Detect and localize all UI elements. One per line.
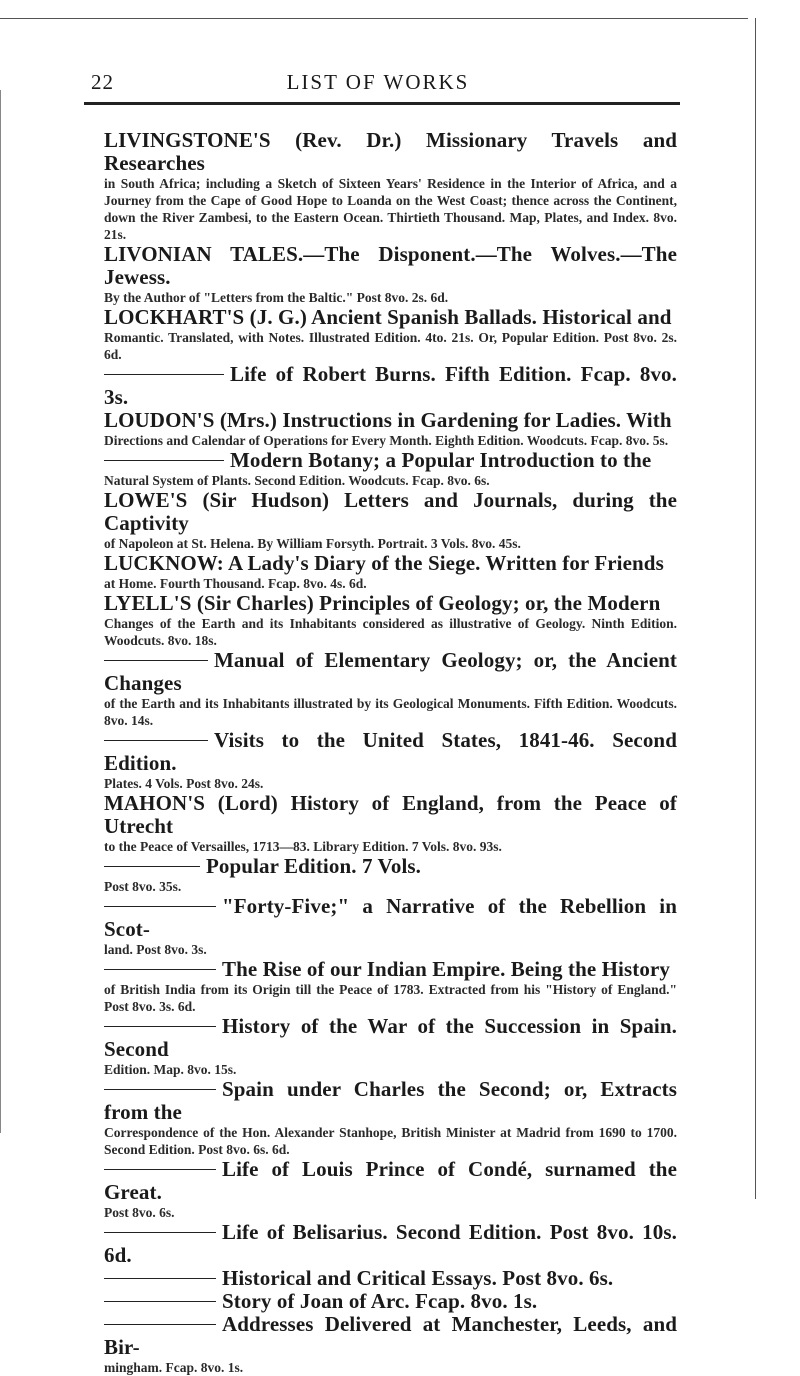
entry-details: Directions and Calendar of Operations for Every Month. Eighth Edition. Woodcuts. Fcap. 8vo. 5s. xyxy=(104,433,669,448)
entry-mahon-popular xyxy=(104,855,677,895)
entry-title: LOWE'S (Sir Hudson) Letters and Journals, during the Captivity xyxy=(104,488,677,535)
entry-title: Life of Robert Burns. Fifth Edition. Fcap. 8vo. 3s. xyxy=(104,362,677,409)
entry-mahon-addresses xyxy=(104,1313,677,1376)
entry-title: History of the War of the Succession in Spain. Second xyxy=(104,1014,677,1061)
ditto-dash xyxy=(104,1324,216,1325)
entry-livingstone xyxy=(104,129,677,243)
entry-lockhart xyxy=(104,306,677,363)
entry-details: mingham. Fcap. 8vo. 1s. xyxy=(104,1360,244,1375)
entry-details: Post 8vo. 6s. xyxy=(104,1205,175,1220)
entry-details: Post 8vo. 35s. xyxy=(104,879,182,894)
ditto-dash xyxy=(104,1089,216,1090)
entry-details: Natural System of Plants. Second Edition. Woodcuts. Fcap. 8vo. 6s. xyxy=(104,473,490,488)
entry-details: Changes of the Earth and its Inhabitants considered as illustrative of Geology. Ninth Edition. Woodcuts. 8vo. 18s. xyxy=(104,616,677,648)
ditto-dash xyxy=(104,1026,216,1027)
entry-details: By the Author of "Letters from the Baltic." Post 8vo. 2s. 6d. xyxy=(104,290,449,305)
entry-loudon xyxy=(104,409,677,449)
page-number: 22 xyxy=(91,70,114,94)
entry-details: at Home. Fourth Thousand. Fcap. 8vo. 4s. 6d. xyxy=(104,576,367,591)
ditto-dash xyxy=(104,460,224,461)
header-rule xyxy=(84,102,680,105)
page-edge-top xyxy=(0,18,748,19)
ditto-dash xyxy=(104,740,208,741)
page-edge-left xyxy=(0,90,1,1133)
entry-title: Manual of Elementary Geology; or, the Ancient Changes xyxy=(104,648,677,695)
entry-mahon-spain xyxy=(104,1078,677,1158)
entry-title: Spain under Charles the Second; or, Extracts from the xyxy=(104,1077,677,1124)
entry-mahon xyxy=(104,792,677,855)
entry-title: Modern Botany; a Popular Introduction to the xyxy=(230,448,652,472)
entry-mahon-succession xyxy=(104,1015,677,1078)
entry-details: Correspondence of the Hon. Alexander Stanhope, British Minister at Madrid from 1690 to 1700. Second Edition. Post 8vo. 6s. 6d. xyxy=(104,1125,677,1157)
entry-mahon-essays xyxy=(104,1267,677,1290)
ditto-dash xyxy=(104,1301,216,1302)
entry-title: "Forty-Five;" a Narrative of the Rebellion in Scot- xyxy=(104,894,677,941)
ditto-dash xyxy=(104,1232,216,1233)
entry-details: in South Africa; including a Sketch of Sixteen Years' Residence in the Interior of Africa, and a Journey from the Cape of Good Hope to Loanda on the West Coast; thence across the Continent, down the River Zambesi, to the Eastern Ocean. Thirtieth Thousand. Map, Plates, and Index. 8vo. 21s. xyxy=(104,176,677,242)
entry-mahon-conde xyxy=(104,1158,677,1221)
ditto-dash xyxy=(104,660,208,661)
entry-details: Plates. 4 Vols. Post 8vo. 24s. xyxy=(104,776,264,791)
entry-title: Visits to the United States, 1841-46. Second Edition. xyxy=(104,728,677,775)
ditto-dash xyxy=(104,1278,216,1279)
entry-title: Historical and Critical Essays. Post 8vo. 6s. xyxy=(222,1266,614,1290)
entry-details: of British India from its Origin till the Peace of 1783. Extracted from his "History of England." Post 8vo. 3s. 6d. xyxy=(104,982,677,1014)
entry-details: land. Post 8vo. 3s. xyxy=(104,942,207,957)
entry-lyell xyxy=(104,592,677,649)
entry-title: The Rise of our Indian Empire. Being the History xyxy=(222,957,670,981)
entry-lyell-visits xyxy=(104,729,677,792)
ditto-dash xyxy=(104,866,200,867)
entry-mahon-joan xyxy=(104,1290,677,1313)
ditto-dash xyxy=(104,374,224,375)
entry-lyell-manual xyxy=(104,649,677,729)
entry-mahon-forty-five xyxy=(104,895,677,958)
entry-details: Edition. Map. 8vo. 15s. xyxy=(104,1062,237,1077)
works-list xyxy=(104,129,677,1376)
entry-title: LUCKNOW: A Lady's Diary of the Siege. Written for Friends xyxy=(104,551,664,575)
entry-title: LYELL'S (Sir Charles) Principles of Geology; or, the Modern xyxy=(104,591,661,615)
entry-title: LIVINGSTONE'S (Rev. Dr.) Missionary Travels and Researches xyxy=(104,128,677,175)
entry-lucknow xyxy=(104,552,677,592)
entry-mahon-indian-empire xyxy=(104,958,677,1015)
entry-loudon-botany xyxy=(104,449,677,489)
entry-title: MAHON'S (Lord) History of England, from the Peace of Utrecht xyxy=(104,791,677,838)
entry-livonian-tales xyxy=(104,243,677,306)
ditto-dash xyxy=(104,906,216,907)
entry-details: of the Earth and its Inhabitants illustrated by its Geological Monuments. Fifth Edition. Woodcuts. 8vo. 14s. xyxy=(104,696,677,728)
running-head: LIST OF WORKS xyxy=(286,70,470,94)
entry-title: LIVONIAN TALES.—The Disponent.—The Wolves.—The Jewess. xyxy=(104,242,677,289)
entry-title: Story of Joan of Arc. Fcap. 8vo. 1s. xyxy=(222,1289,538,1313)
entry-title: Life of Louis Prince of Condé, surnamed the Great. xyxy=(104,1157,677,1204)
entry-details: Romantic. Translated, with Notes. Illustrated Edition. 4to. 21s. Or, Popular Edition. Post 8vo. 2s. 6d. xyxy=(104,330,677,362)
entry-lockhart-burns xyxy=(104,363,677,409)
entry-title: LOUDON'S (Mrs.) Instructions in Gardening for Ladies. With xyxy=(104,408,672,432)
entry-details: to the Peace of Versailles, 1713—83. Library Edition. 7 Vols. 8vo. 93s. xyxy=(104,839,502,854)
ditto-dash xyxy=(104,969,216,970)
entry-title: Life of Belisarius. Second Edition. Post 8vo. 10s. 6d. xyxy=(104,1220,677,1267)
ditto-dash xyxy=(104,1169,216,1170)
entry-title: LOCKHART'S (J. G.) Ancient Spanish Ballads. Historical and xyxy=(104,305,672,329)
entry-mahon-belisarius xyxy=(104,1221,677,1267)
entry-title: Addresses Delivered at Manchester, Leeds, and Bir- xyxy=(104,1312,677,1359)
entry-lowe xyxy=(104,489,677,552)
page-edge-right xyxy=(755,18,756,1199)
entry-title: Popular Edition. 7 Vols. xyxy=(206,854,422,878)
entry-details: of Napoleon at St. Helena. By William Forsyth. Portrait. 3 Vols. 8vo. 45s. xyxy=(104,536,521,551)
